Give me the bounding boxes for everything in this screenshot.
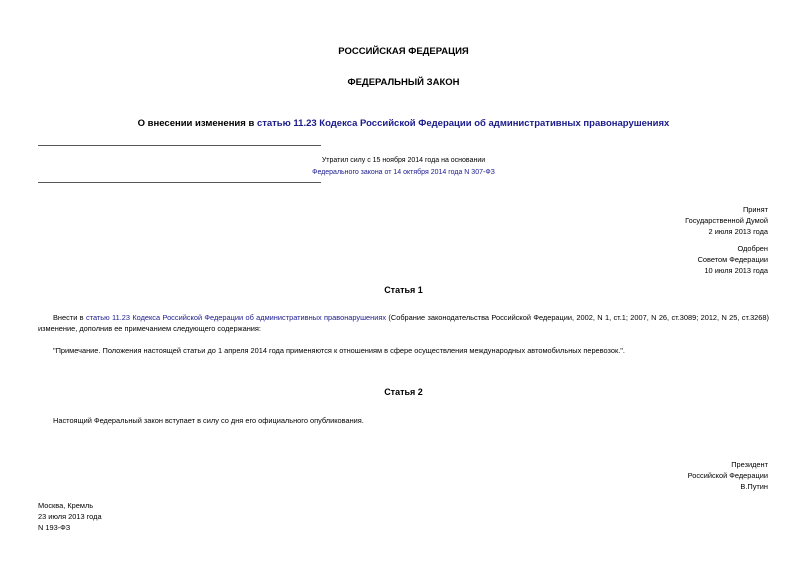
footer-date: 23 июля 2013 года [38,512,102,521]
bottom-divider [38,182,321,183]
country-heading: РОССИЙСКАЯ ФЕДЕРАЦИЯ [338,46,469,57]
title-prefix: О внесении изменения в [137,118,257,129]
adopted-label: Принят [742,205,768,214]
signature-country: Российской Федерации [687,471,768,480]
article-1-prefix: Внести в [53,313,86,322]
article-1-paragraph [38,313,769,334]
footer-number: N 193-ФЗ [38,523,71,532]
article-1-note: "Примечание. Положения настоящей статьи до 1 апреля 2014 года применяются к отношениям в сфере осуществления международных автомобильных перевозок.". [53,346,625,355]
adoption-block [685,204,768,237]
approved-body: Советом Федерации [697,255,768,264]
signature-title: Президент [731,460,768,469]
approved-label: Одобрен [737,244,768,253]
footer-block [38,500,102,533]
top-divider [38,145,321,146]
article-1-suffix: (Собрание законодательства Российской Федерации, 2002, N 1, ст.1; 2007, N 26, ст.3089; 2012, N 25, ст.3268) изменение, дополнив ее примечанием следующего содержания: [38,313,769,333]
title-article-link[interactable]: статью 11.23 Кодекса Российской Федерации об административных правонарушениях [256,118,670,129]
signature-name: В.Путин [740,482,768,491]
document-type-heading: ФЕДЕРАЛЬНЫЙ ЗАКОН [347,77,460,88]
article-2-paragraph: Настоящий Федеральный закон вступает в силу со дня его официального опубликования. [53,416,364,425]
repeal-notice [38,155,769,178]
signature-block [688,459,768,492]
article-1-heading: Статья 1 [384,285,423,295]
article-1-link[interactable]: статью 11.23 Кодекса Российской Федерации об административных правонарушениях [85,313,387,322]
repeal-law-link[interactable]: Федерального закона от 14 октября 2014 года N 307-ФЗ [312,168,495,176]
document-title [0,118,807,129]
approval-block [698,243,768,276]
repeal-notice-text: Утратил силу с 15 ноября 2014 года на основании [321,157,486,164]
footer-place: Москва, Кремль [38,501,94,510]
article-2-heading: Статья 2 [384,387,423,397]
adopted-date: 2 июля 2013 года [708,227,768,236]
approved-date: 10 июля 2013 года [704,266,768,275]
adopted-body: Государственной Думой [685,216,768,225]
